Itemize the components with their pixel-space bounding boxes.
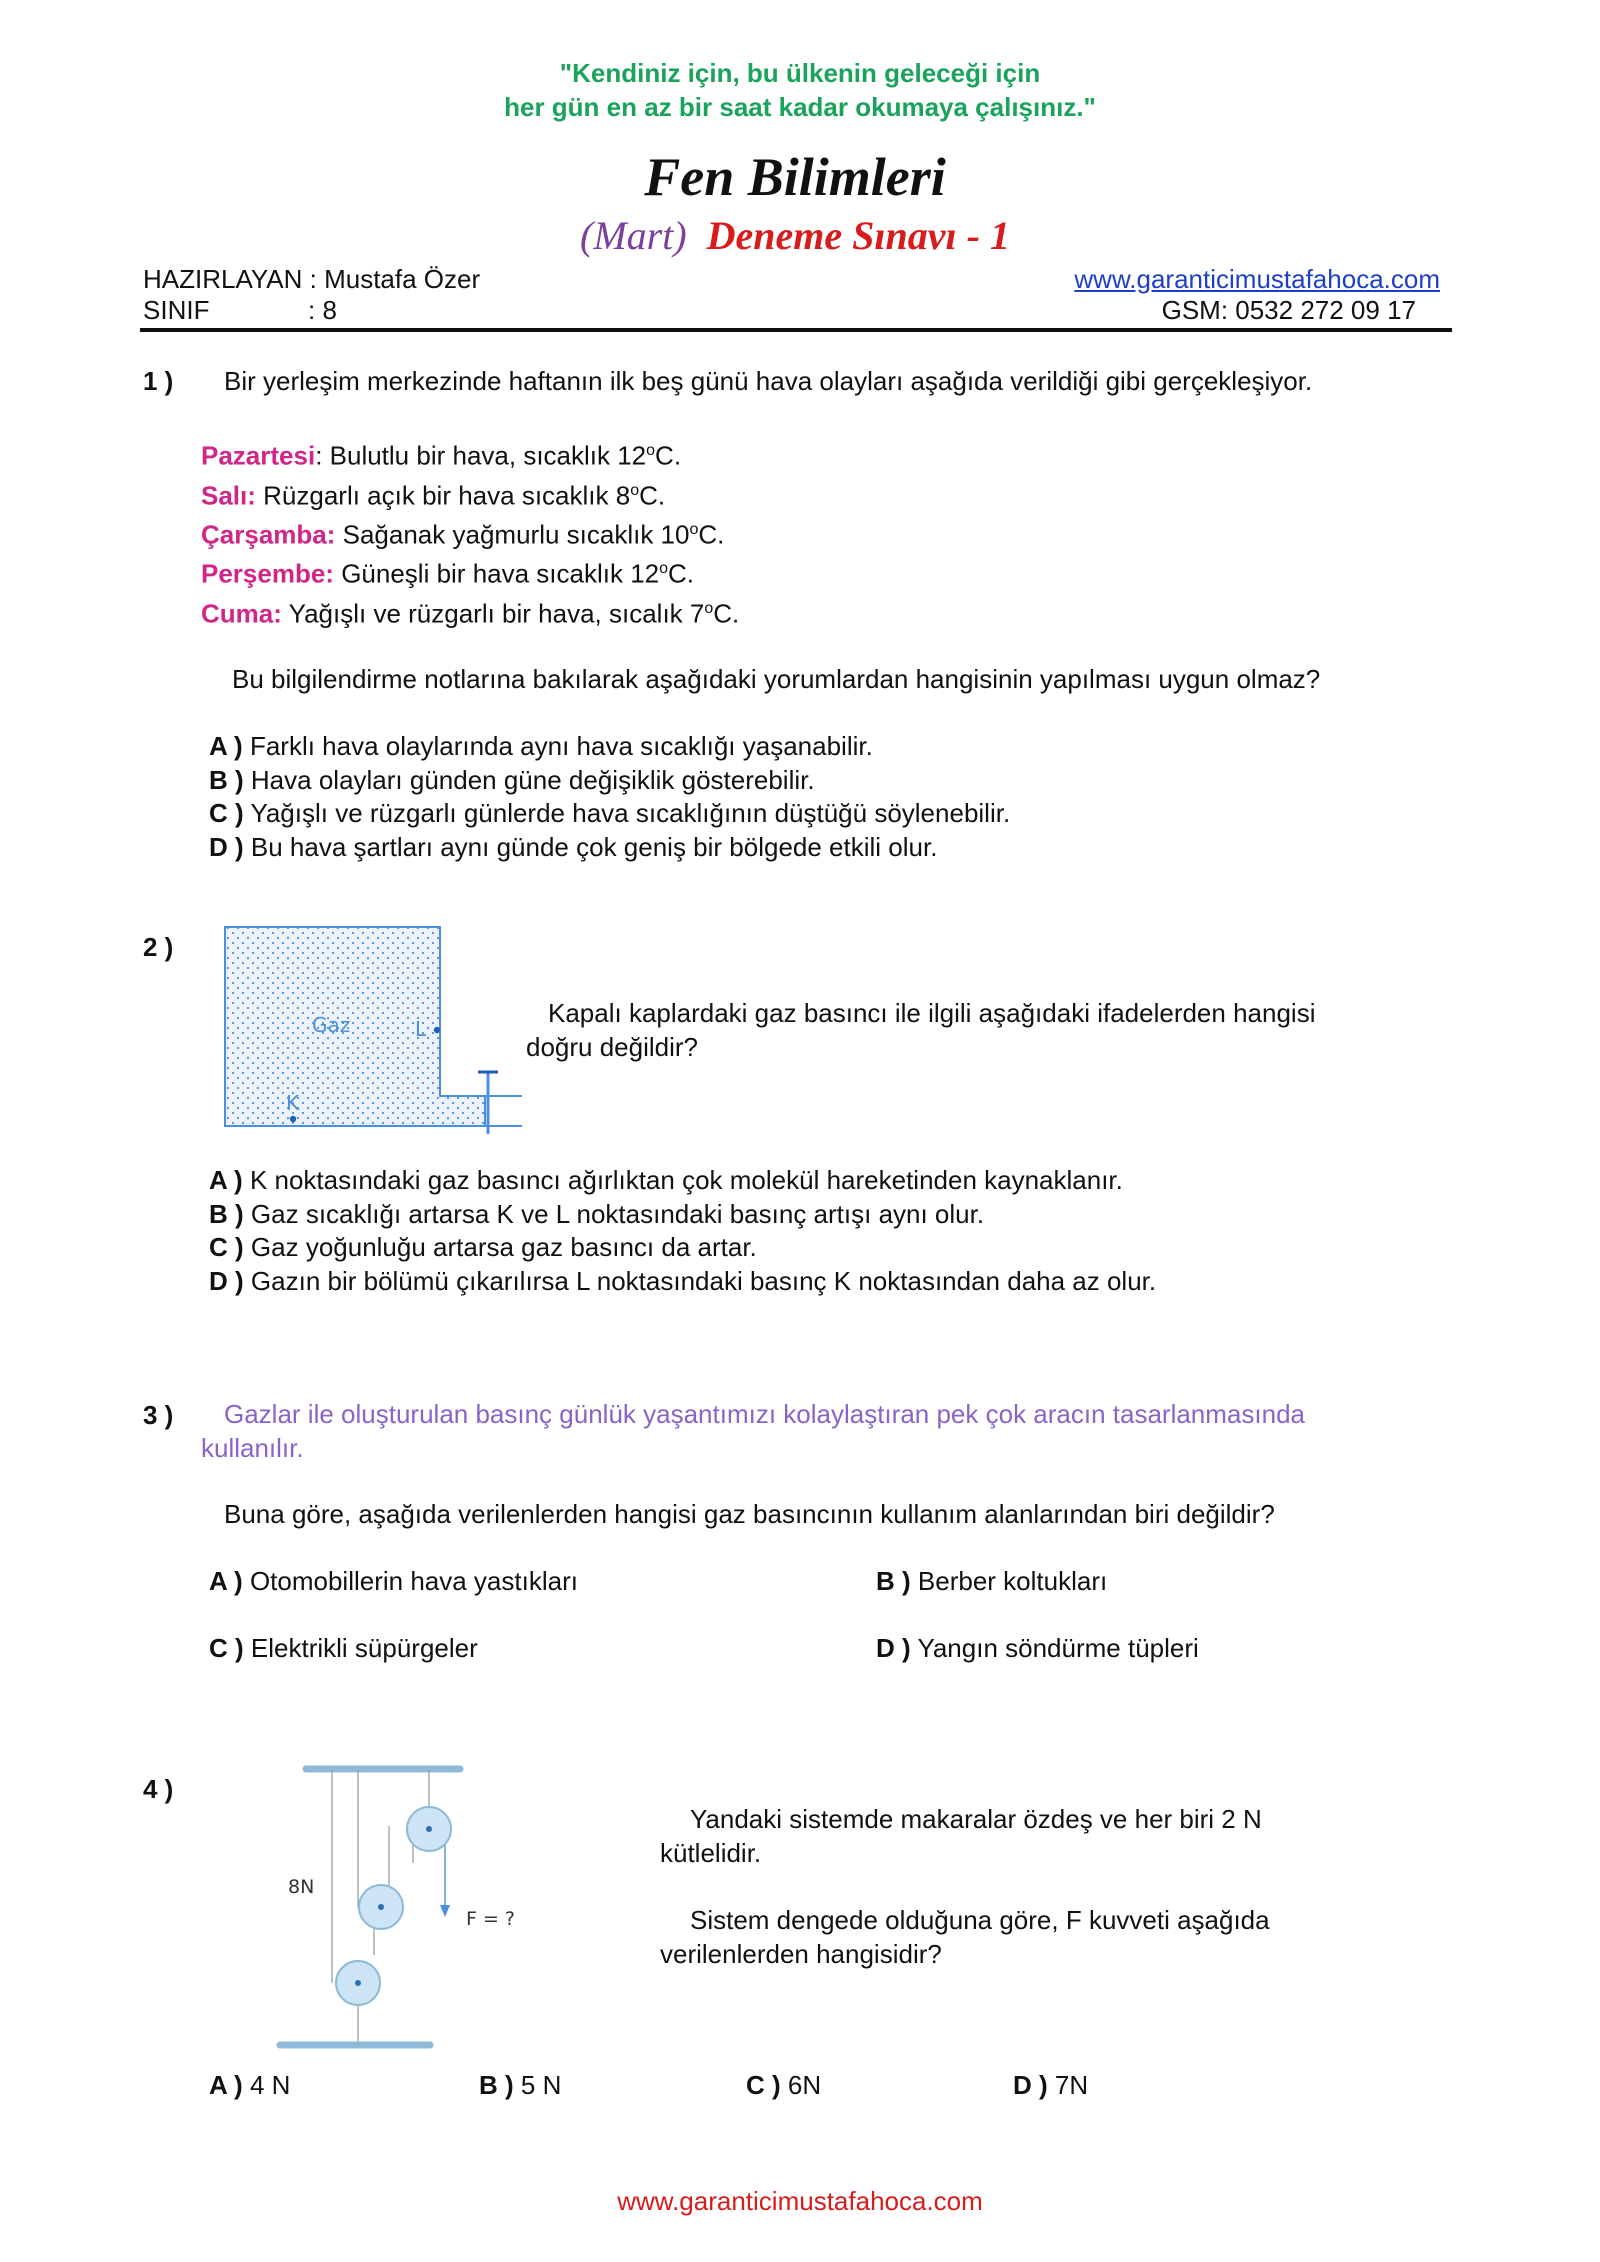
gsm-number: GSM: 0532 272 09 17 [1161, 295, 1416, 325]
q4-number: 4 ) [143, 1774, 174, 1804]
q1-day-name: Salı: [201, 480, 256, 511]
q2-option-d[interactable]: D ) Gazın bir bölümü çıkarılırsa L noktasındaki basınç K noktasından daha az olur. [209, 1266, 1157, 1296]
q1-day-2: Çarşamba: Sağanak yağmurlu sıcaklık 10$^o$C. [201, 519, 725, 550]
q3-option-a[interactable]: A ) Otomobillerin hava yastıkları [209, 1566, 578, 1596]
q1-day-name: Pazartesi [201, 440, 316, 471]
q2-option-a[interactable]: A ) K noktasındaki gaz basıncı ağırlıktan çok molekül hareketinden kaynaklanır. [209, 1165, 1123, 1195]
class-value: : 8 [308, 295, 337, 325]
q3-number: 3 ) [143, 1400, 174, 1430]
q4-text-line1: Yandaki sistemde makaralar özdeş ve her biri 2 N [690, 1804, 1262, 1834]
force-label: F = ? [466, 1908, 516, 1930]
q1-intro: Bir yerleşim merkezinde haftanın ilk beş günü hava olayları aşağıda verildiği gibi gerçekleşiyor. [224, 366, 1313, 396]
pulley-axle [426, 1826, 432, 1832]
q1-day-4: Cuma: Yağışlı ve rüzgarlı bir hava, sıcalık 7$^o$C. [201, 598, 740, 629]
page-title: Fen Bilimleri [644, 147, 946, 207]
point-l [434, 1027, 440, 1033]
gas-container-diagram [220, 920, 530, 1140]
q1-option-d[interactable]: D ) Bu hava şartları aynı günde çok geniş bir bölgede etkili olur. [209, 832, 938, 862]
q1-day-1: Salı: Rüzgarlı açık bir hava sıcaklık 8$^o$C. [201, 480, 666, 511]
subtitle-month: (Mart) [580, 213, 687, 258]
q3-intro-line1: Gazlar ile oluşturulan basınç günlük yaşantımızı kolaylaştıran pek çok aracın tasarlanmasında [224, 1399, 1305, 1429]
q2-option-c[interactable]: C ) Gaz yoğunluğu artarsa gaz basıncı da artar. [209, 1232, 757, 1262]
prepared-by: HAZIRLAYAN : Mustafa Özer [143, 264, 481, 294]
header-website-link[interactable]: www.garanticimustafahoca.com [1074, 264, 1440, 294]
q3-option-c[interactable]: C ) Elektrikli süpürgeler [209, 1633, 478, 1663]
q1-day-name: Perşembe: [201, 558, 334, 589]
class-label: SINIF [143, 295, 210, 325]
q1-option-c[interactable]: C ) Yağışlı ve rüzgarlı günlerde hava sıcaklığının düştüğü söylenebilir. [209, 798, 1011, 828]
pulley-axle [355, 1980, 361, 1986]
force-arrow [440, 1905, 450, 1917]
q4-text-line2: kütlelidir. [660, 1838, 762, 1868]
q1-day-0: Pazartesi: Bulutlu bir hava, sıcaklık 12$^o$C. [201, 440, 682, 471]
q3-option-b[interactable]: B ) Berber koltukları [876, 1566, 1108, 1596]
q2-question-line2: doğru değildir? [526, 1032, 699, 1062]
gas-label: Gaz [312, 1013, 351, 1037]
q4-option-c[interactable]: C ) 6N [746, 2070, 822, 2100]
gas-container [225, 927, 485, 1126]
q4-option-d[interactable]: D ) 7N [1013, 2070, 1089, 2100]
q1-option-a[interactable]: A ) Farklı hava olaylarında aynı hava sıcaklığı yaşanabilir. [209, 731, 873, 761]
q1-day-3: Perşembe: Güneşli bir hava sıcaklık 12$^o$C. [201, 558, 695, 589]
q4-text-line3: Sistem dengede olduğuna göre, F kuvveti aşağıda [690, 1905, 1270, 1935]
q1-day-name: Çarşamba: [201, 519, 336, 550]
q4-text-line4: verilenlerden hangisidir? [660, 1939, 942, 1969]
point-k-label: K [286, 1091, 300, 1115]
q3-option-d[interactable]: D ) Yangın söndürme tüpleri [876, 1633, 1199, 1663]
header-divider [140, 328, 1452, 332]
subtitle-exam: Deneme Sınavı - 1 [706, 213, 1010, 258]
q1-day-name: Cuma: [201, 598, 282, 629]
footer-website-link[interactable]: www.garanticimustafahoca.com [617, 2186, 983, 2216]
q2-question-line1: Kapalı kaplardaki gaz basıncı ile ilgili aşağıdaki ifadelerden hangisi [548, 998, 1316, 1028]
q4-option-a[interactable]: A ) 4 N [209, 2070, 291, 2100]
motto [0, 56, 1600, 124]
pulley-axle [378, 1904, 384, 1910]
point-k [290, 1116, 296, 1122]
q3-question: Buna göre, aşağıda verilenlerden hangisi gaz basıncının kullanım alanlarından biri değildir? [224, 1499, 1275, 1529]
q2-number: 2 ) [143, 932, 174, 962]
weight-label: 8N [288, 1876, 315, 1898]
motto-line-2: her gün en az bir saat kadar okumaya çalışınız." [504, 92, 1096, 122]
point-l-label: L [415, 1017, 427, 1041]
page-subtitle [0, 212, 1590, 259]
q1-question: Bu bilgilendirme notlarına bakılarak aşağıdaki yorumlardan hangisinin yapılması uygun olmaz? [232, 664, 1321, 694]
q1-option-b[interactable]: B ) Hava olayları günden güne değişiklik gösterebilir. [209, 765, 815, 795]
q1-number: 1 ) [143, 366, 174, 396]
motto-line-1: "Kendiniz için, bu ülkenin geleceği için [559, 58, 1041, 88]
q3-intro-line2: kullanılır. [201, 1433, 304, 1463]
pulley-system-diagram [270, 1755, 530, 2055]
q4-option-b[interactable]: B ) 5 N [479, 2070, 562, 2100]
q2-option-b[interactable]: B ) Gaz sıcaklığı artarsa K ve L noktasındaki basınç artışı aynı olur. [209, 1199, 985, 1229]
